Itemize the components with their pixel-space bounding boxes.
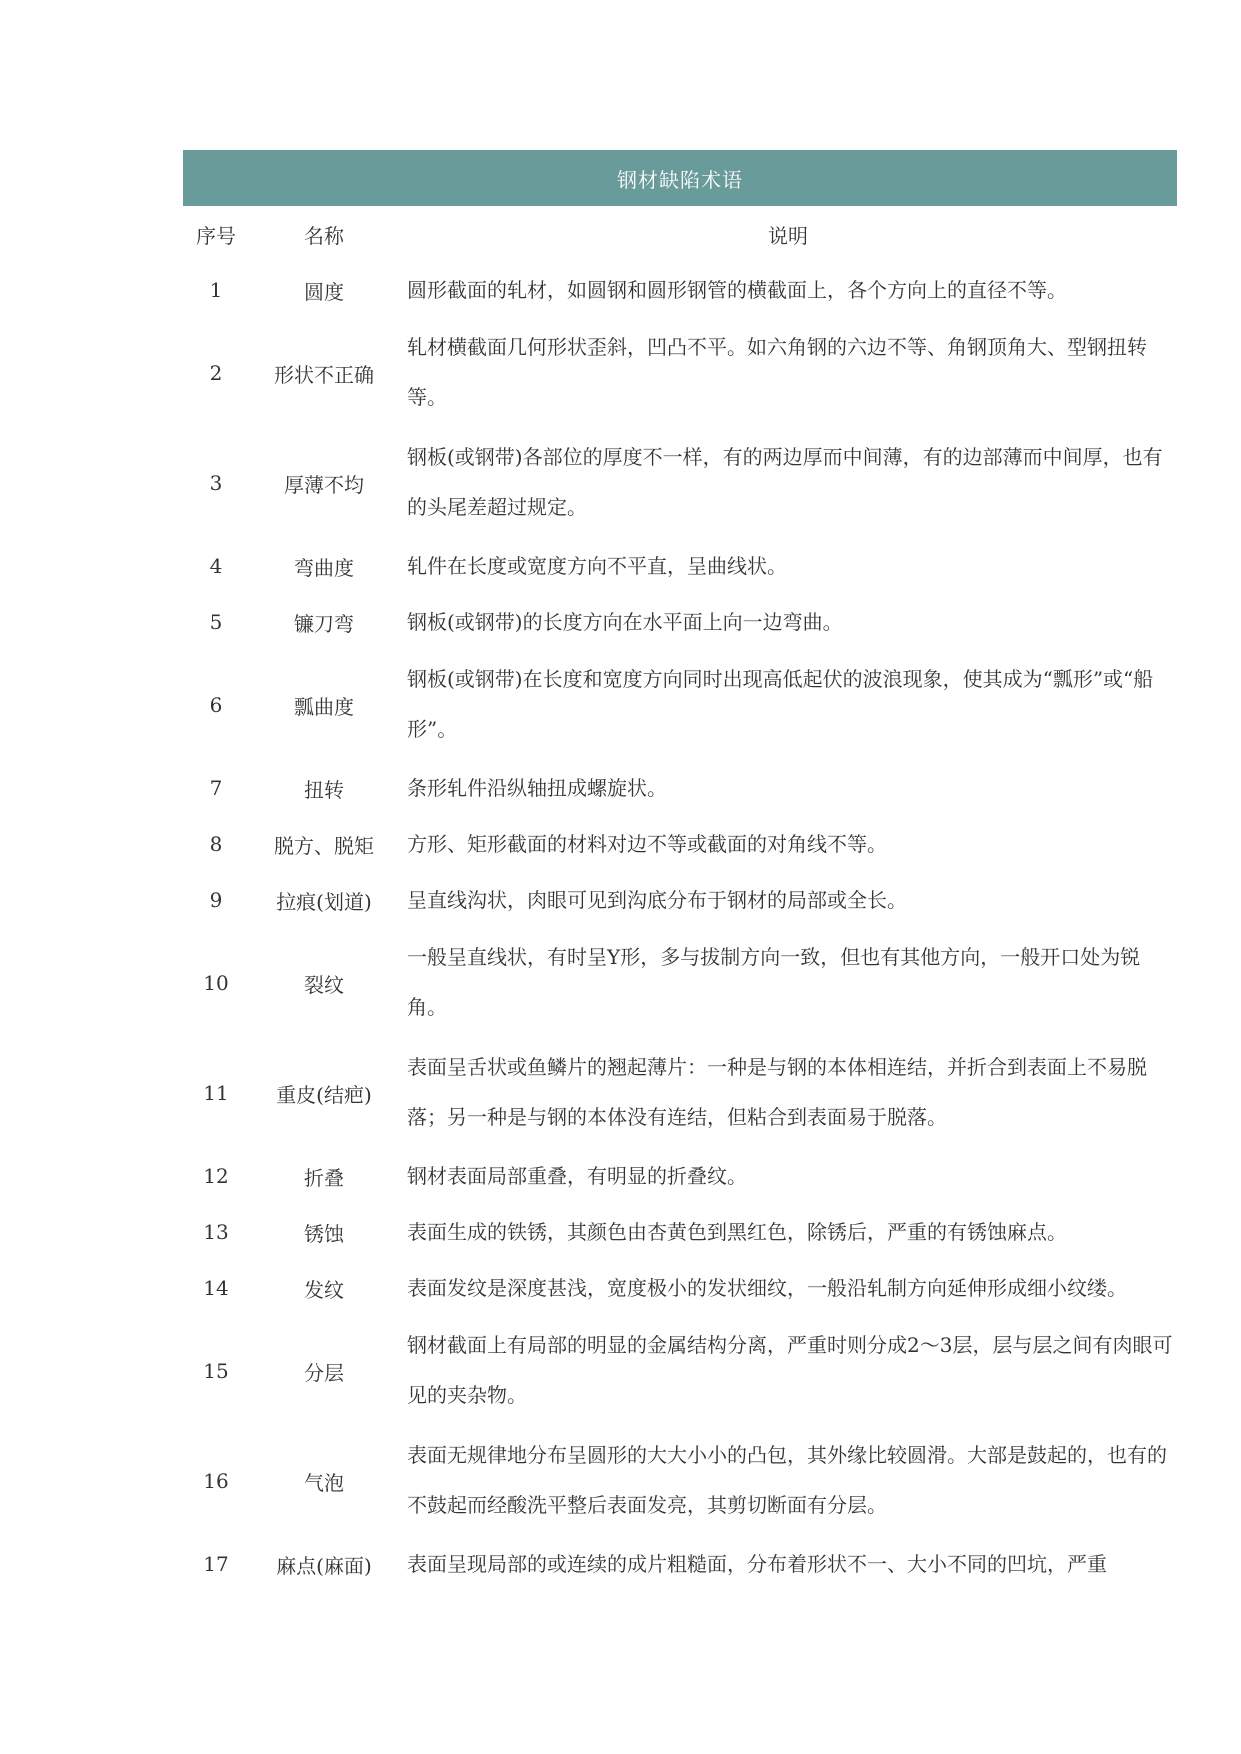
defect-description: 钢材截面上有局部的明显的金属结构分离，严重时则分成2～3层，层与层之间有肉眼可见的夹杂物。 xyxy=(407,1333,1173,1407)
table-title: 钢材缺陷术语 xyxy=(183,150,1177,206)
table-row-16 xyxy=(183,1426,1177,1536)
row-number: 15 xyxy=(203,1359,229,1383)
defect-description: 呈直线沟状，肉眼可见到沟底分布于钢材的局部或全长。 xyxy=(407,888,907,912)
defect-name: 锈蚀 xyxy=(304,1221,344,1246)
defect-description: 一般呈直线状，有时呈Y形，多与拔制方向一致，但也有其他方向，一般开口处为锐角。 xyxy=(407,945,1141,1019)
table-body xyxy=(183,262,1177,1592)
defect-name: 麻点(麻面) xyxy=(276,1553,372,1578)
table-row-7 xyxy=(183,760,1177,816)
table-row-4 xyxy=(183,538,1177,594)
row-number: 2 xyxy=(209,361,223,385)
row-number: 12 xyxy=(203,1164,229,1188)
table-row-15 xyxy=(183,1316,1177,1426)
header-desc: 说明 xyxy=(768,223,808,248)
defect-description: 表面发纹是深度甚浅，宽度极小的发状细纹，一般沿轧制方向延伸形成细小纹缕。 xyxy=(407,1276,1127,1300)
defect-description: 圆形截面的轧材，如圆钢和圆形钢管的横截面上，各个方向上的直径不等。 xyxy=(407,278,1067,302)
defect-description: 轧件在长度或宽度方向不平直，呈曲线状。 xyxy=(407,554,787,578)
defect-name: 扭转 xyxy=(304,777,344,802)
row-number: 4 xyxy=(209,554,223,578)
header-name: 名称 xyxy=(304,223,344,248)
defect-name: 发纹 xyxy=(304,1277,344,1302)
defect-description: 方形、矩形截面的材料对边不等或截面的对角线不等。 xyxy=(407,832,887,856)
row-number: 3 xyxy=(209,471,223,495)
row-number: 16 xyxy=(203,1469,229,1493)
table-row-12 xyxy=(183,1148,1177,1204)
defect-description: 表面生成的铁锈，其颜色由杏黄色到黑红色，除锈后，严重的有锈蚀麻点。 xyxy=(407,1220,1067,1244)
defect-description: 表面呈舌状或鱼鳞片的翘起薄片：一种是与钢的本体相连结，并折合到表面上不易脱落；另一种是与钢的本体没有连结，但粘合到表面易于脱落。 xyxy=(407,1055,1147,1129)
row-number: 13 xyxy=(203,1220,229,1244)
defect-name: 折叠 xyxy=(304,1165,344,1190)
table-row-17 xyxy=(183,1536,1177,1592)
defect-description: 钢板(或钢带)在长度和宽度方向同时出现高低起伏的波浪现象，使其成为“瓢形”或“船形”。 xyxy=(407,667,1154,741)
defect-name: 镰刀弯 xyxy=(294,611,354,636)
defect-name: 重皮(结疤) xyxy=(276,1082,372,1107)
defect-description: 条形轧件沿纵轴扭成螺旋状。 xyxy=(407,776,667,800)
table-row-6 xyxy=(183,650,1177,760)
defect-name: 脱方、脱矩 xyxy=(274,833,374,858)
defect-name: 瓢曲度 xyxy=(294,694,354,719)
row-number: 8 xyxy=(209,832,223,856)
defect-description: 表面无规律地分布呈圆形的大大小小的凸包，其外缘比较圆滑。大部是鼓起的，也有的不鼓起而经酸洗平整后表面发亮，其剪切断面有分层。 xyxy=(407,1443,1167,1517)
defect-description: 钢板(或钢带)各部位的厚度不一样，有的两边厚而中间薄，有的边部薄而中间厚，也有的头尾差超过规定。 xyxy=(407,445,1163,519)
table-row-2 xyxy=(183,318,1177,428)
table-row-9 xyxy=(183,872,1177,928)
defect-name: 厚薄不均 xyxy=(284,472,364,497)
row-number: 14 xyxy=(203,1276,229,1300)
defect-name: 分层 xyxy=(304,1360,344,1385)
defect-terms-table xyxy=(183,206,1177,1592)
row-number: 1 xyxy=(209,278,223,302)
table-row-5 xyxy=(183,594,1177,650)
table-row-14 xyxy=(183,1260,1177,1316)
defect-description: 钢材表面局部重叠，有明显的折叠纹。 xyxy=(407,1164,747,1188)
defect-description: 轧材横截面几何形状歪斜，凹凸不平。如六角钢的六边不等、角钢顶角大、型钢扭转等。 xyxy=(407,335,1147,409)
table-row-13 xyxy=(183,1204,1177,1260)
defect-name: 形状不正确 xyxy=(274,362,374,387)
defect-description: 钢板(或钢带)的长度方向在水平面上向一边弯曲。 xyxy=(407,610,843,634)
row-number: 17 xyxy=(203,1552,229,1576)
row-number: 9 xyxy=(209,888,223,912)
row-number: 6 xyxy=(209,693,223,717)
defect-description: 表面呈现局部的或连续的成片粗糙面，分布着形状不一、大小不同的凹坑，严重 xyxy=(407,1552,1107,1576)
table-row-8 xyxy=(183,816,1177,872)
table-row-1 xyxy=(183,262,1177,318)
defect-name: 拉痕(划道) xyxy=(276,889,372,914)
defect-terms-document xyxy=(183,150,1177,1592)
defect-name: 弯曲度 xyxy=(294,555,354,580)
row-number: 10 xyxy=(203,971,229,995)
row-number: 5 xyxy=(209,610,223,634)
table-row-11 xyxy=(183,1038,1177,1148)
defect-name: 裂纹 xyxy=(304,972,344,997)
table-row-10 xyxy=(183,928,1177,1038)
row-number: 7 xyxy=(209,776,223,800)
table-row-3 xyxy=(183,428,1177,538)
row-number: 11 xyxy=(203,1081,229,1105)
header-no: 序号 xyxy=(196,223,236,248)
table-header-row xyxy=(183,206,1177,262)
defect-name: 圆度 xyxy=(304,279,344,304)
defect-name: 气泡 xyxy=(304,1470,344,1495)
